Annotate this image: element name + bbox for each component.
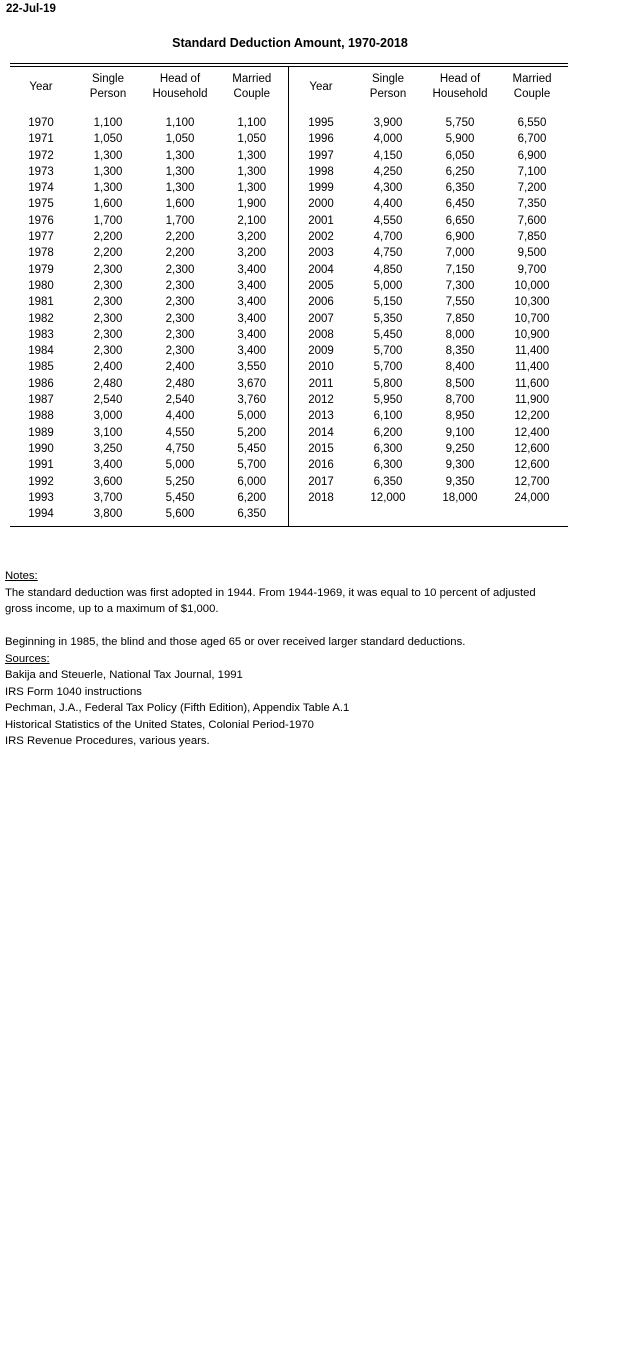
cell-left-year: 1976 [28,214,54,227]
header-married-line1: Married [512,73,552,85]
table-row [10,213,568,229]
cell-right-head-of-household: 7,150 [445,263,475,276]
cell-right-single-person: 4,150 [373,149,403,162]
cell-right-year: 1995 [308,117,334,129]
table-row [10,441,568,457]
cell-left-married-couple: 1,300 [237,149,267,162]
cell-left-single-person: 1,300 [93,149,123,162]
cell-left-married-couple: 5,700 [237,459,267,472]
cell-right-head-of-household: 6,350 [445,182,475,195]
cell-left-year: 1979 [28,263,54,276]
cell-left-head-of-household: 4,750 [165,442,195,455]
table-row [10,343,568,359]
cell-left-head-of-household: 5,000 [165,459,195,472]
cell-right-married-couple: 10,300 [514,296,550,309]
cell-right-head-of-household: 8,950 [445,410,475,423]
standard-deduction-table [10,63,568,527]
cell-left-year: 1984 [28,345,54,358]
notes-and-sources [5,568,605,750]
cell-left-year: 1986 [28,377,54,390]
cell-right-year: 2009 [308,345,334,358]
table-top-spacer [10,106,568,115]
cell-right-single-person: 6,350 [373,475,403,488]
cell-left-year: 1988 [28,410,54,423]
cell-right-single-person: 3,900 [373,117,403,129]
cell-left-head-of-household: 2,540 [165,394,195,407]
cell-left-married-couple: 3,400 [237,263,267,276]
cell-right-year: 2008 [308,328,334,341]
cell-right-year: 1998 [308,165,334,178]
table-vertical-divider [288,180,290,196]
cell-left-head-of-household: 5,250 [165,475,195,488]
cell-left-head-of-household: 2,300 [165,263,195,276]
cell-right-single-person: 4,850 [373,263,403,276]
cell-left-head-of-household: 2,200 [165,247,195,260]
table-vertical-divider [288,196,290,212]
cell-right-single-person: 4,700 [373,231,403,244]
table-vertical-divider [288,229,290,245]
header-single-line1: Single [372,73,404,85]
cell-left-year: 1994 [28,508,54,521]
cell-right-single-person: 4,000 [373,133,403,146]
cell-left-single-person: 3,800 [93,508,123,521]
deduction-data-table [10,67,568,526]
cell-right-head-of-household: 8,400 [445,361,475,374]
cell-right-married-couple: 10,700 [514,312,550,325]
spacer-cell [424,106,496,115]
cell-right-head-of-household: 7,850 [445,312,475,325]
table-row [10,392,568,408]
header-year-left: Year [29,80,53,93]
cell-right-year: 2000 [308,198,334,211]
cell-left-year: 1973 [28,165,54,178]
cell-left-married-couple: 3,670 [237,377,267,390]
cell-left-married-couple: 3,400 [237,328,267,341]
cell-left-head-of-household: 2,300 [165,328,195,341]
table-vertical-divider [288,311,290,327]
cell-left-single-person: 2,300 [93,279,123,292]
cell-left-head-of-household: 1,100 [165,117,195,129]
cell-right-head-of-household: 9,250 [445,442,475,455]
header-married-line2: Couple [513,88,551,100]
cell-right-married-couple: 11,400 [514,345,550,358]
table-vertical-divider [288,408,290,424]
table-vertical-divider [288,148,290,164]
cell-right-head-of-household: 8,000 [445,328,475,341]
cell-left-year: 1972 [28,149,54,162]
table-vertical-divider [288,106,290,115]
cell-right-single-person: 6,100 [373,410,403,423]
cell-left-married-couple: 6,350 [237,508,267,521]
cell-left-year: 1982 [28,312,54,325]
cell-right-married-couple: 12,700 [514,475,550,488]
table-vertical-divider [288,327,290,343]
cell-left-single-person: 3,100 [93,426,123,439]
cell-left-head-of-household: 2,300 [165,312,195,325]
cell-right-single-person: 6,300 [373,459,403,472]
sources-heading: Sources: [5,652,50,665]
cell-right-single-person: 5,000 [373,279,403,292]
cell-right-head-of-household: 6,250 [445,165,475,178]
spacer-cell [290,106,352,115]
cell-left-married-couple: 3,550 [237,361,267,374]
cell-left-head-of-household: 4,550 [165,426,195,439]
cell-right-head-of-household: 9,300 [445,459,475,472]
table-row [10,180,568,196]
table-row [10,474,568,490]
cell-left-head-of-household: 1,700 [165,214,195,227]
cell-right-year: 2010 [308,361,334,374]
cell-left-single-person: 2,300 [93,328,123,341]
spacer-cell [72,106,144,115]
cell-right-married-couple: 11,900 [514,394,550,407]
table-row [10,327,568,343]
cell-right-single-person: 4,250 [373,165,403,178]
cell-left-head-of-household: 1,300 [165,182,195,195]
spacer-cell [10,106,72,115]
notes-paragraph-2: Beginning in 1985, the blind and those aged 65 or over received larger standard deductions. [5,636,466,648]
source-item: Historical Statistics of the United States, Colonial Period-1970 [5,718,314,731]
cell-right-head-of-household: 5,900 [445,133,475,146]
cell-left-married-couple: 3,760 [237,394,267,407]
cell-left-year: 1977 [28,231,54,244]
table-vertical-divider [288,474,290,490]
cell-right-single-person: 4,400 [373,198,403,211]
cell-left-head-of-household: 2,300 [165,296,195,309]
cell-left-single-person: 2,540 [93,394,123,407]
cell-right-married-couple: 9,700 [517,263,547,276]
date-stamp: 22-Jul-19 [6,3,56,15]
table-row [10,457,568,473]
cell-left-married-couple: 1,300 [237,182,267,195]
cell-right-married-couple: 6,900 [517,149,547,162]
cell-left-year: 1981 [28,296,54,309]
cell-right-married-couple: 7,200 [517,182,547,195]
header-year-right: Year [309,80,333,93]
cell-left-year: 1991 [28,459,54,472]
cell-left-single-person: 2,200 [93,231,123,244]
cell-right-single-person: 4,550 [373,214,403,227]
header-hoh-line2: Household [152,88,208,100]
cell-right-year: 2003 [308,247,334,260]
cell-right-single-person: 5,450 [373,328,403,341]
table-row [10,131,568,147]
cell-right-year: 1997 [308,149,334,162]
cell-right-year: 2002 [308,231,334,244]
table-vertical-divider [288,457,290,473]
cell-left-married-couple: 2,100 [237,214,267,227]
cell-right-single-person: 6,200 [373,426,403,439]
cell-left-head-of-household: 2,480 [165,377,195,390]
table-vertical-divider [288,392,290,408]
table-vertical-divider [288,294,290,310]
cell-left-single-person: 3,250 [93,442,123,455]
header-married-line2: Couple [233,88,270,100]
header-head-of-household-right [424,67,496,106]
cell-left-year: 1975 [28,198,54,211]
cell-right-single-person: 12,000 [370,491,406,504]
cell-right-year: 2001 [308,214,334,227]
cell-left-head-of-household: 4,400 [165,410,195,423]
cell-left-head-of-household: 2,400 [165,361,195,374]
cell-right-head-of-household: 8,700 [445,394,475,407]
cell-left-married-couple: 3,200 [237,231,267,244]
table-vertical-divider [288,262,290,278]
cell-right-married-couple: 11,600 [514,377,550,390]
source-item: IRS Form 1040 instructions [5,685,142,698]
cell-left-single-person: 1,050 [93,133,123,146]
table-row [10,311,568,327]
table-row [10,490,568,506]
cell-left-single-person: 3,400 [93,459,123,472]
header-hoh-line2: Household [432,88,488,100]
header-single-line1: Single [92,73,124,85]
table-vertical-divider [288,522,290,526]
table-vertical-divider [288,278,290,294]
source-item: Pechman, J.A., Federal Tax Policy (Fifth Edition), Appendix Table A.1 [5,702,350,714]
header-single-line2: Person [369,88,407,100]
cell-left-year: 1974 [28,182,54,195]
header-hoh-line1: Head of [439,73,481,85]
table-row [10,359,568,375]
cell-left-married-couple: 6,200 [237,491,267,504]
cell-right-married-couple: 7,350 [517,198,547,211]
cell-right-single-person: 5,800 [373,377,403,390]
cell-right-head-of-household: 9,350 [445,475,475,488]
header-married-couple-left [216,67,288,106]
cell-left-married-couple: 5,450 [237,442,267,455]
cell-right-single-person: 5,700 [373,361,403,374]
cell-left-year: 1989 [28,426,54,439]
cell-left-married-couple: 5,200 [237,426,267,439]
cell-left-single-person: 2,300 [93,345,123,358]
cell-left-single-person: 1,700 [93,214,123,227]
cell-left-head-of-household: 5,450 [165,491,195,504]
cell-right-head-of-household: 18,000 [442,491,478,504]
cell-right-year: 2012 [308,394,334,407]
cell-left-married-couple: 3,200 [237,247,267,260]
page-title: Standard Deduction Amount, 1970-2018 [172,36,408,50]
cell-left-married-couple: 3,400 [237,345,267,358]
table-row [10,148,568,164]
cell-left-married-couple: 6,000 [237,475,267,488]
cell-right-head-of-household: 7,300 [445,279,475,292]
header-married-line1: Married [232,73,272,85]
cell-right-year: 2014 [308,426,334,439]
table-row [10,164,568,180]
cell-right-married-couple: 6,700 [517,133,547,146]
table-row [10,278,568,294]
table-row [10,408,568,424]
cell-right-year: 1999 [308,182,334,195]
notes-heading: Notes: [5,570,38,582]
cell-right-single-person: 5,150 [373,296,403,309]
cell-right-year: 2018 [308,491,334,504]
cell-left-single-person: 1,300 [93,165,123,178]
cell-right-head-of-household: 5,750 [445,117,475,129]
cell-left-head-of-household: 1,300 [165,149,195,162]
cell-right-single-person: 5,700 [373,345,403,358]
cell-left-married-couple: 1,300 [237,165,267,178]
table-vertical-divider [288,343,290,359]
cell-right-married-couple: 7,100 [517,165,547,178]
cell-right-head-of-household: 6,900 [445,231,475,244]
cell-left-head-of-household: 1,300 [165,165,195,178]
source-item: IRS Revenue Procedures, various years. [5,735,210,747]
table-vertical-divider [288,115,290,131]
table-row [10,115,568,131]
cell-left-year: 1990 [28,442,54,455]
cell-left-head-of-household: 5,600 [165,508,195,521]
table-vertical-divider [288,245,290,261]
header-hoh-line1: Head of [159,73,201,85]
cell-left-married-couple: 3,400 [237,279,267,292]
cell-left-married-couple: 1,050 [237,133,267,146]
source-item: Bakija and Steuerle, National Tax Journal, 1991 [5,669,243,681]
header-single-person-left [72,67,144,106]
cell-right-married-couple: 7,850 [517,231,547,244]
cell-right-married-couple: 11,400 [514,361,550,374]
cell-left-year: 1993 [28,491,54,504]
spacer-cell [144,106,216,115]
cell-left-married-couple: 3,400 [237,296,267,309]
cell-right-married-couple: 9,500 [517,247,547,260]
cell-left-single-person: 1,100 [93,117,123,129]
cell-right-head-of-household: 9,100 [445,426,475,439]
table-vertical-divider [288,359,290,375]
cell-right-head-of-household: 6,050 [445,149,475,162]
cell-left-married-couple: 1,900 [237,198,267,211]
cell-right-year: 2015 [308,442,334,455]
cell-right-single-person: 5,350 [373,312,403,325]
table-row [10,245,568,261]
cell-right-head-of-household: 6,450 [445,198,475,211]
cell-right-head-of-household: 8,350 [445,345,475,358]
table-row [10,196,568,212]
cell-left-single-person: 2,480 [93,377,123,390]
cell-right-married-couple: 10,000 [514,279,550,292]
table-row [10,376,568,392]
cell-left-year: 1992 [28,475,54,488]
cell-left-single-person: 3,600 [93,475,123,488]
cell-left-head-of-household: 2,300 [165,279,195,292]
cell-right-married-couple: 24,000 [514,491,550,504]
table-row [10,425,568,441]
cell-right-head-of-household: 7,550 [445,296,475,309]
cell-left-single-person: 1,600 [93,198,123,211]
cell-right-married-couple: 12,600 [514,442,550,455]
header-head-of-household-left [144,67,216,106]
cell-left-year: 1983 [28,328,54,341]
cell-right-single-person: 4,300 [373,182,403,195]
table-header [10,67,568,106]
table-vertical-divider [288,490,290,506]
cell-left-year: 1978 [28,247,54,260]
cell-left-single-person: 1,300 [93,182,123,195]
cell-left-year: 1980 [28,279,54,292]
cell-right-married-couple: 7,600 [517,214,547,227]
cell-right-year: 2016 [308,459,334,472]
cell-left-married-couple: 3,400 [237,312,267,325]
cell-right-head-of-household: 8,500 [445,377,475,390]
cell-left-single-person: 2,200 [93,247,123,260]
cell-left-head-of-household: 2,300 [165,345,195,358]
cell-right-year: 1996 [308,133,334,146]
cell-left-single-person: 3,700 [93,491,123,504]
cell-right-single-person: 5,950 [373,394,403,407]
header-single-line2: Person [89,88,127,100]
table-vertical-divider [288,164,290,180]
cell-right-married-couple: 12,600 [514,459,550,472]
cell-right-married-couple: 12,400 [514,426,550,439]
cell-right-single-person: 4,750 [373,247,403,260]
table-vertical-divider [288,213,290,229]
cell-right-year: 2017 [308,475,334,488]
cell-right-head-of-household: 6,650 [445,214,475,227]
cell-left-year: 1985 [28,361,54,374]
cell-right-year: 2005 [308,279,334,292]
table-body [10,106,568,526]
cell-right-year: 2006 [308,296,334,309]
table-row [10,229,568,245]
cell-right-married-couple: 6,550 [517,117,547,129]
table-vertical-divider [288,425,290,441]
cell-left-year: 1971 [28,133,54,146]
cell-left-year: 1970 [28,117,54,129]
cell-left-single-person: 2,400 [93,361,123,374]
cell-left-single-person: 2,300 [93,263,123,276]
cell-right-year: 2013 [308,410,334,423]
cell-left-head-of-household: 1,050 [165,133,195,146]
spacer-cell [216,106,288,115]
cell-right-year: 2004 [308,263,334,276]
table-row [10,294,568,310]
cell-left-single-person: 2,300 [93,312,123,325]
table-vertical-divider [288,131,290,147]
cell-right-year: 2011 [308,377,334,390]
cell-right-year: 2007 [308,312,334,325]
cell-left-single-person: 3,000 [93,410,123,423]
table-vertical-divider [288,441,290,457]
cell-left-married-couple: 5,000 [237,410,267,423]
cell-left-married-couple: 1,100 [237,117,267,129]
cell-right-married-couple: 10,900 [514,328,550,341]
cell-left-single-person: 2,300 [93,296,123,309]
header-married-couple-right [496,67,568,106]
cell-left-head-of-household: 1,600 [165,198,195,211]
cell-left-year: 1987 [28,394,54,407]
table-row [10,262,568,278]
notes-paragraph-1: The standard deduction was first adopted in 1944. From 1944-1969, it was equal to 10 percent of adjusted gross income, up to a maximum of $1,000. [5,586,536,615]
cell-left-head-of-household: 2,200 [165,231,195,244]
cell-right-head-of-household: 7,000 [445,247,475,260]
header-single-person-right [352,67,424,106]
table-vertical-divider [288,376,290,392]
notes-spacer [5,618,605,635]
spacer-cell [352,106,424,115]
cell-right-married-couple: 12,200 [514,410,550,423]
spacer-cell [496,106,568,115]
cell-right-single-person: 6,300 [373,442,403,455]
